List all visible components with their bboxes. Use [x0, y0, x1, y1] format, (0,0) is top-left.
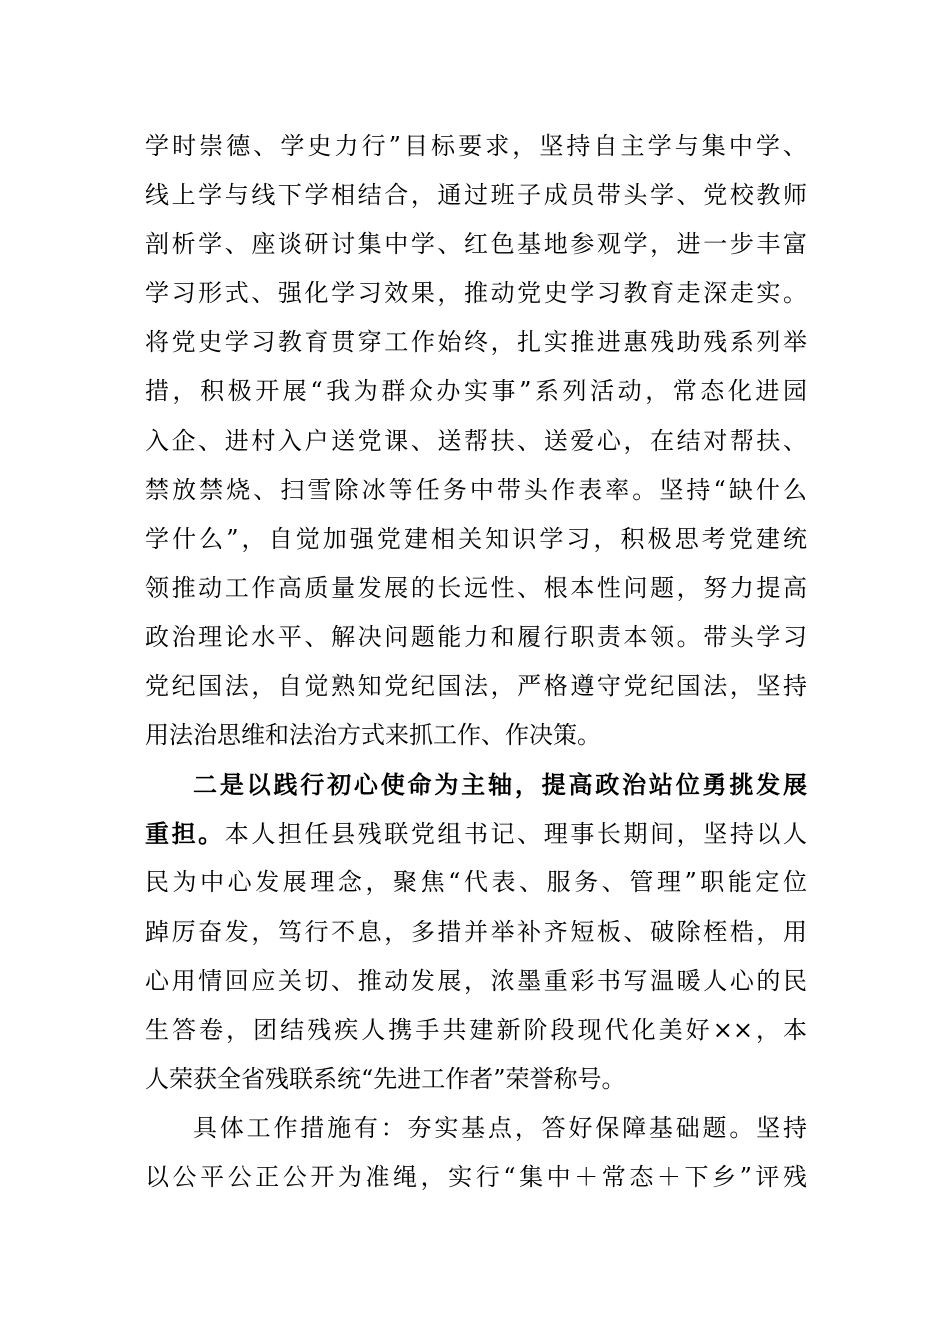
text-line: 人荣获全省残联系统“先进工作者”荣誉称号。	[145, 1064, 626, 1093]
text-line: 踔厉奋发，笃行不息，多措并举补齐短板、破除桎梏，用	[145, 917, 807, 946]
text-line: 禁放禁烧、扫雪除冰等任务中带头作表率。坚持“缺什么	[145, 475, 807, 504]
text-line: 学习形式、强化学习效果，推动党史学习教育走深走实。	[145, 279, 807, 308]
text-line: 剖析学、座谈研讨集中学、红色基地参观学，进一步丰富	[145, 230, 807, 259]
text-line	[145, 809, 807, 858]
section-heading-tail: 重担。	[145, 819, 225, 849]
text-line: 以公平公正公开为准绳，实行“集中＋常态＋下乡”评残	[145, 1162, 807, 1191]
text-line: 心用情回应关切、推动发展，浓墨重彩书写温暖人心的民	[145, 966, 807, 995]
text-line: 学时崇德、学史力行”目标要求，坚持自主学与集中学、	[145, 132, 807, 160]
text-line: 具体工作措施有：夯实基点，答好保障基础题。坚持	[193, 1113, 807, 1142]
text-line: 线上学与线下学相结合，通过班子成员带头学、党校教师	[145, 181, 807, 210]
text-line: 政治理论水平、解决问题能力和履行职责本领。带头学习	[145, 622, 807, 651]
text-line: 将党史学习教育贯穿工作始终，扎实推进惠残助残系列举	[145, 328, 807, 357]
text-line: 入企、进村入户送党课、送帮扶、送爱心，在结对帮扶、	[145, 426, 807, 455]
text-line: 生答卷，团结残疾人携手共建新阶段现代化美好××，本	[145, 1015, 807, 1044]
text-span: 本人担任县残联党组书记、理事长期间，坚持以人	[224, 820, 807, 849]
body-text	[145, 122, 807, 1202]
text-line: 党纪国法，自觉熟知党纪国法，严格遵守党纪国法，坚持	[145, 672, 807, 701]
text-line: 用法治思维和法治方式来抓工作、作决策。	[145, 721, 601, 750]
text-line: 措，积极开展“我为群众办实事”系列活动，常态化进园	[145, 377, 807, 406]
section-heading: 二是以践行初心使命为主轴，提高政治站位勇挑发展	[193, 770, 807, 800]
text-line: 学什么”，自觉加强党建相关知识学习，积极思考党建统	[145, 524, 807, 553]
text-line: 领推动工作高质量发展的长远性、根本性问题，努力提高	[145, 573, 807, 602]
text-line: 民为中心发展理念，聚焦“代表、服务、管理”职能定位	[145, 868, 807, 897]
